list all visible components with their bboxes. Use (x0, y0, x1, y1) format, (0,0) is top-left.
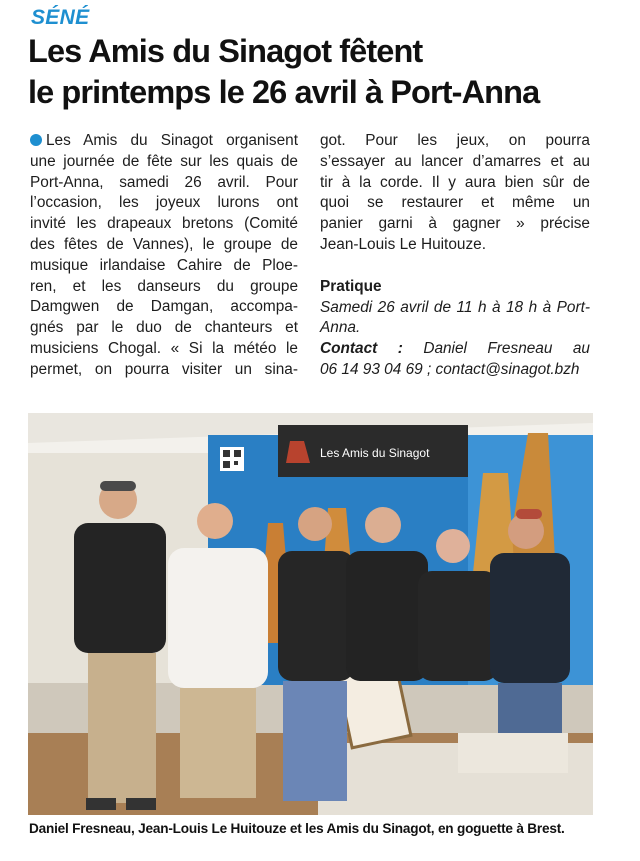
photo-caption: Daniel Fresneau, Jean-Louis Le Huitouze et les Amis du Sinagot, en goguette à Brest. (29, 821, 565, 836)
body-line: Les Amis du Sinagot organisent (30, 131, 298, 152)
section-kicker: SÉNÉ (31, 6, 90, 29)
pratique-title: Pratique (320, 277, 382, 295)
pratique-contact (320, 339, 590, 360)
headline-line-2: le printemps le 26 avril à Port-Anna (28, 74, 540, 110)
body-line: panier garni à gagner » précise (320, 215, 590, 233)
body-line: musiciens Chogal. « Si la météo le (30, 339, 298, 357)
body-line: Damgwen de Damgan, accompa- (30, 298, 298, 316)
body-line: s’essayer au lancer d’amarres et au (320, 152, 590, 170)
body-line: musique irlandaise Cahire de Ploe- (30, 256, 298, 274)
pratique-schedule: Samedi 26 avril de 11 h à 18 h à Port- (320, 298, 590, 316)
headline (28, 31, 628, 113)
body-line: des fêtes de Vannes), le groupe de (30, 235, 298, 253)
body-line: l’occasion, les joyeux lurons ont (30, 194, 298, 212)
body-line: invité les drapeaux bretons (Comité (30, 215, 298, 233)
body-line: quoi se restaurer et même un (320, 194, 590, 212)
contact-label: Contact : (320, 340, 403, 358)
article-photo (28, 413, 593, 815)
pratique-schedule: Anna. (320, 319, 361, 337)
contact-name: Daniel Fresneau au (423, 340, 590, 358)
body-line: Jean-Louis Le Huitouze. (320, 235, 486, 253)
body-line: gnés par le duo de chanteurs et (30, 319, 298, 337)
body-line: une journée de fête sur les quais de (30, 152, 298, 170)
bullet-dot-icon (30, 134, 42, 146)
body-line: ren, et les danseurs du groupe (30, 277, 298, 295)
body-line: tir à la corde. Il y aura bien sûr de (320, 173, 590, 191)
contact-details: 06 14 93 04 69 ; contact@sinagot.bzh (320, 360, 580, 378)
article-column-1 (30, 131, 298, 381)
headline-line-1: Les Amis du Sinagot fêtent (28, 33, 423, 69)
photo-illustration (28, 413, 593, 815)
banner-text: Les Amis du Sinagot (320, 446, 430, 460)
article-column-2 (320, 131, 590, 381)
body-line: permet, on pourra visiter un sina- (30, 360, 298, 378)
body-line: got. Pour les jeux, on pourra (320, 132, 590, 149)
body-line: Port-Anna, samedi 26 avril. Pour (30, 173, 298, 191)
